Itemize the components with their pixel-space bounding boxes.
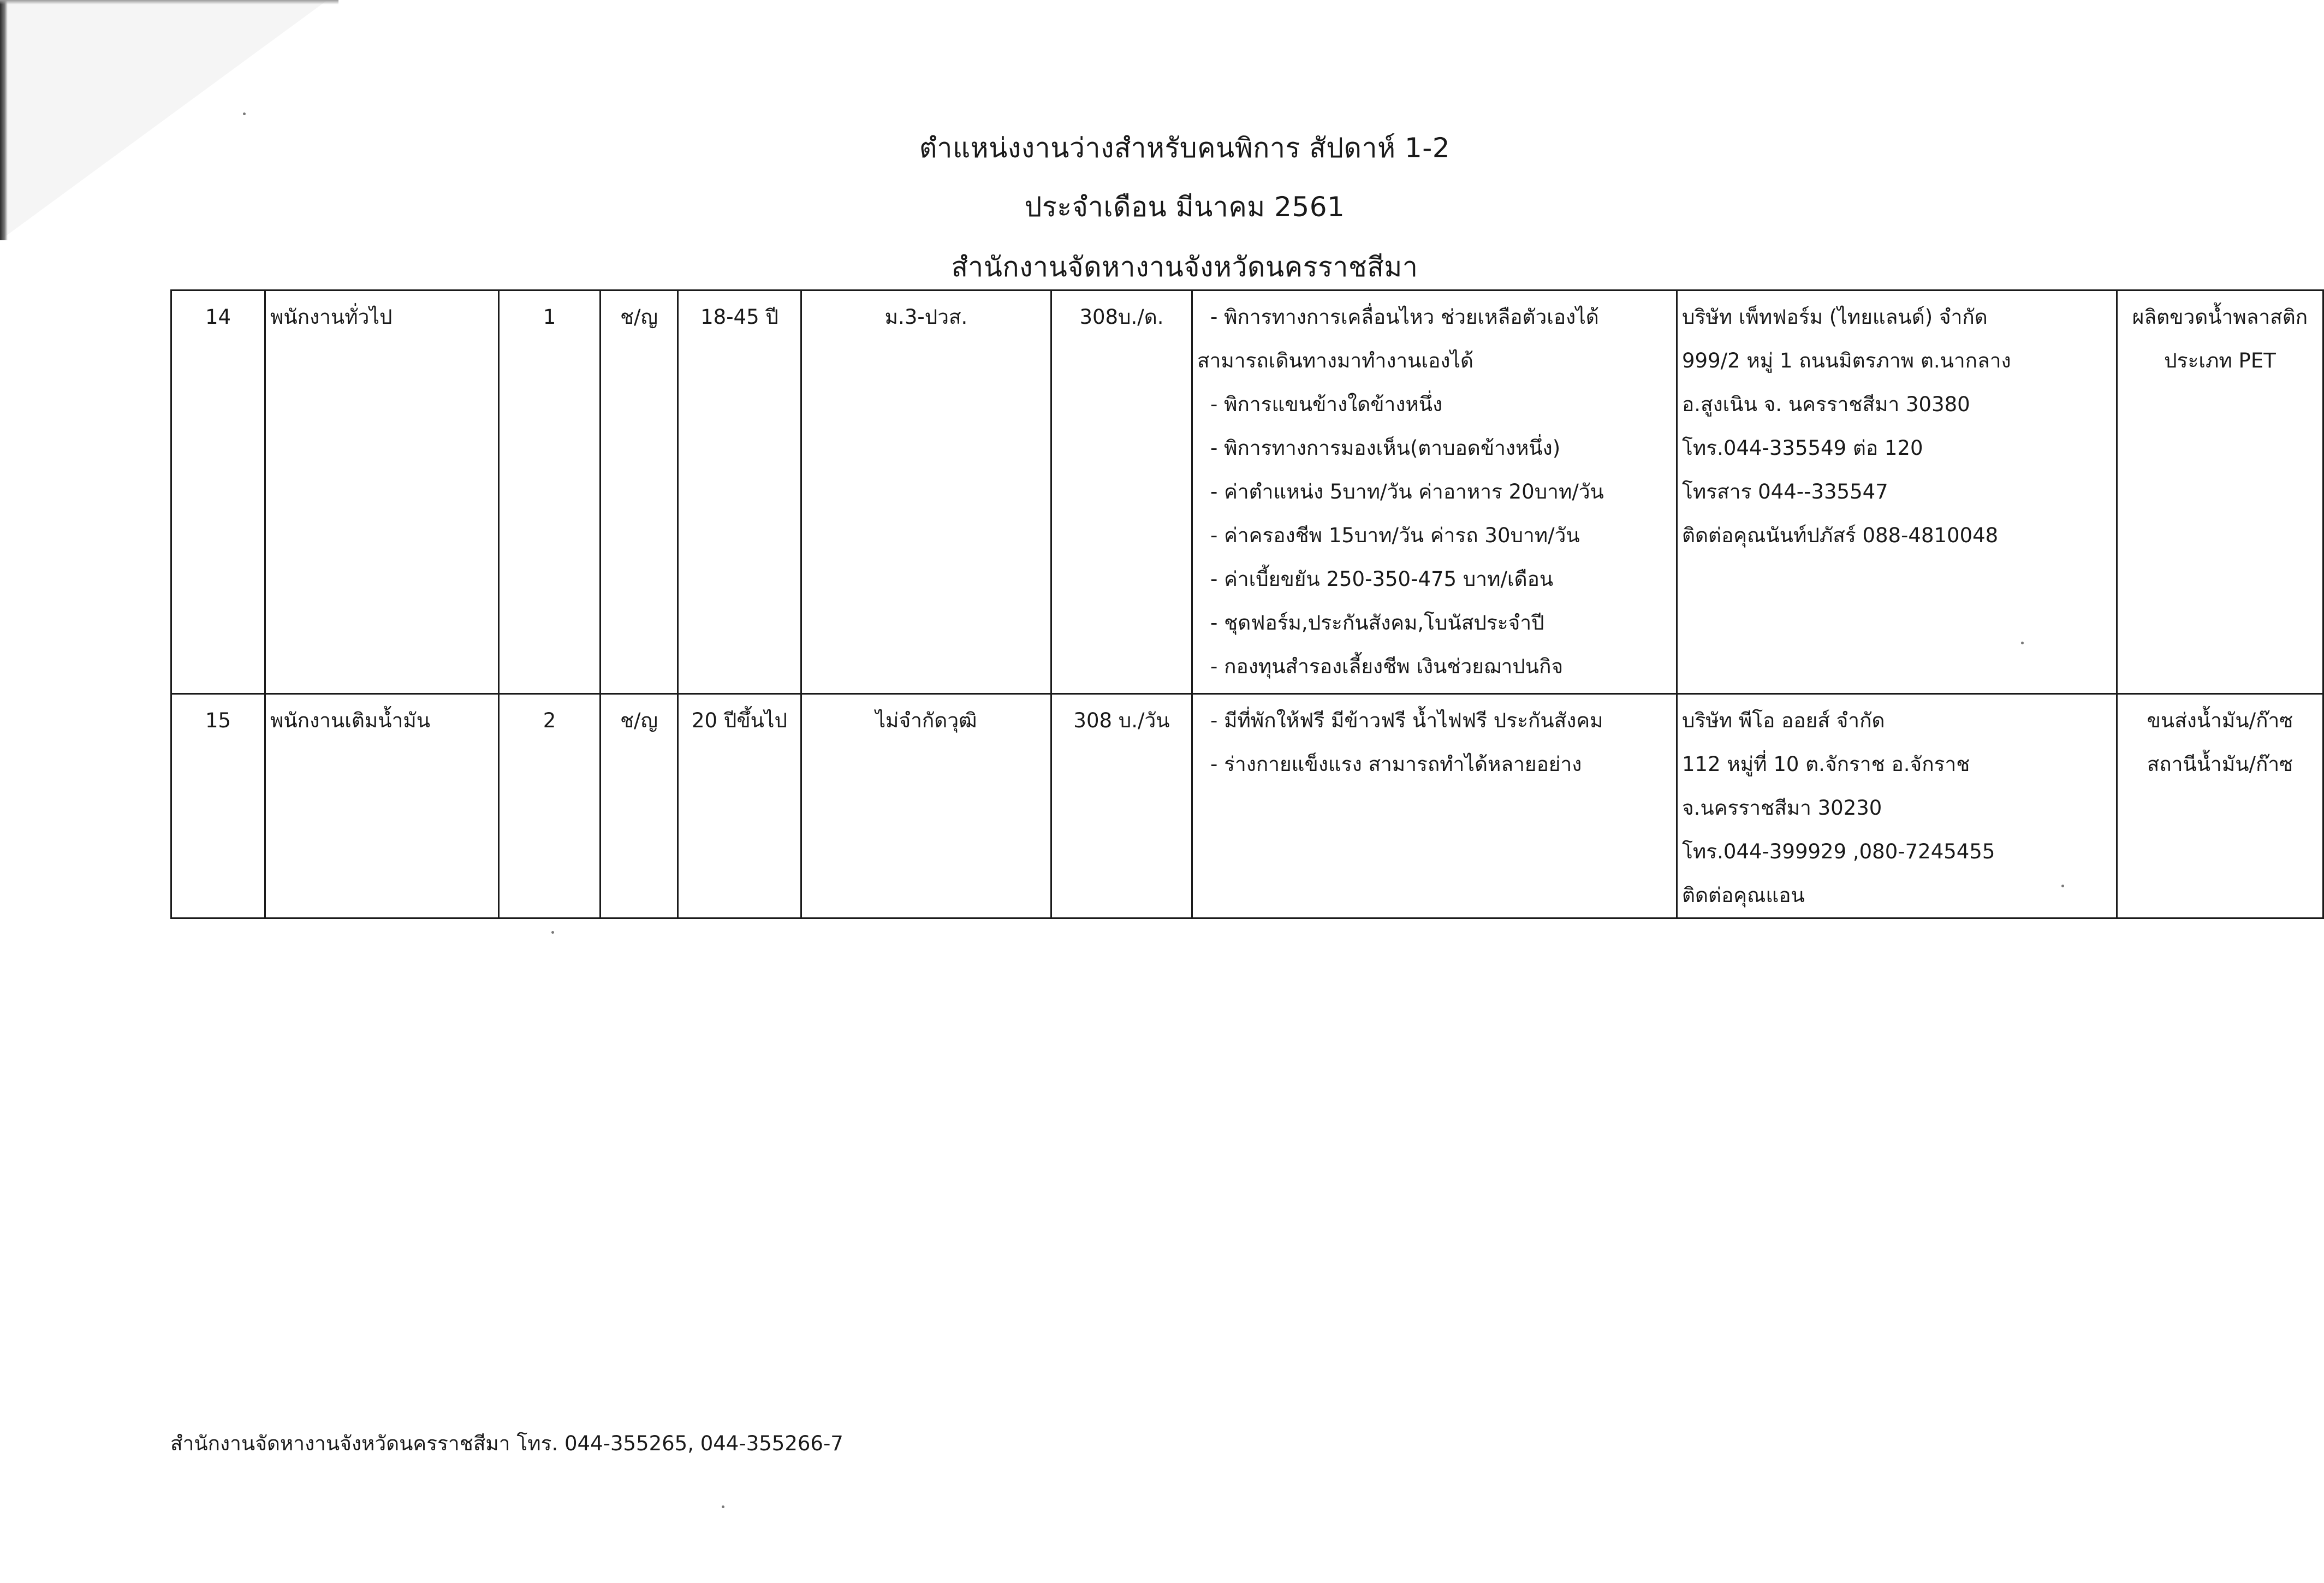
company-line: 112 หมู่ที่ 10 ต.จักราช อ.จักราช <box>1682 752 1970 776</box>
scan-edge <box>0 0 8 240</box>
job-vacancy-table <box>170 289 2324 919</box>
detail-line: สามารถเดินทางมาทำงานเองได้ <box>1197 349 1474 372</box>
detail-line: - พิการแขนข้างใดข้างหนึ่ง <box>1210 393 1443 416</box>
job-wage: 308บ./ด. <box>1051 290 1192 694</box>
scan-speck <box>243 112 246 115</box>
detail-line: - พิการทางการเคลื่อนไหว ช่วยเหลือตัวเองได้ <box>1210 305 1599 329</box>
scan-speck <box>722 1505 724 1508</box>
company-info <box>1677 694 2117 918</box>
company-line: ติดต่อคุณแอน <box>1682 884 1805 907</box>
job-education: ไม่จำกัดวุฒิ <box>801 694 1051 918</box>
business-line: ประเภท PET <box>2164 349 2276 372</box>
job-number: 15 <box>171 694 265 918</box>
scan-speck <box>2061 885 2064 887</box>
job-gender: ช/ญ <box>601 290 678 694</box>
business-line: ขนส่งน้ำมัน/ก๊าซ <box>2147 709 2293 732</box>
business-type <box>2117 694 2323 918</box>
job-count: 2 <box>499 694 601 918</box>
scan-speck <box>2021 642 2024 644</box>
table-row <box>171 694 2323 918</box>
job-count: 1 <box>499 290 601 694</box>
detail-line: - พิการทางการมองเห็น(ตาบอดข้างหนึ่ง) <box>1210 436 1561 460</box>
company-line: จ.นครราชสีมา 30230 <box>1682 796 1882 820</box>
job-wage: 308 บ./วัน <box>1051 694 1192 918</box>
scan-shadow <box>0 0 328 240</box>
business-line: ผลิตขวดน้ำพลาสติก <box>2132 305 2308 329</box>
footer-contact: สำนักงานจัดหางานจังหวัดนครราชสีมา โทร. 044-355265, 044-355266-7 <box>170 1432 843 1455</box>
detail-line: - ร่างกายแข็งแรง สามารถทำได้หลายอย่าง <box>1210 752 1582 776</box>
job-gender: ช/ญ <box>601 694 678 918</box>
job-age: 18-45 ปี <box>678 290 801 694</box>
detail-line: - ค่าครองชีพ 15บาท/วัน ค่ารถ 30บาท/วัน <box>1210 524 1580 547</box>
job-position: พนักงานทั่วไป <box>265 290 499 694</box>
job-education: ม.3-ปวส. <box>801 290 1051 694</box>
company-line: บริษัท พีโอ ออยส์ จำกัด <box>1682 709 1885 732</box>
job-number: 14 <box>171 290 265 694</box>
document-title: ตำแหน่งงานว่างสำหรับคนพิการ สัปดาห์ 1-2 <box>919 132 1451 164</box>
company-line: โทรสาร 044--335547 <box>1682 480 1888 503</box>
document-subtitle-month: ประจำเดือน มีนาคม 2561 <box>1024 191 1345 223</box>
company-line: โทร.044-335549 ต่อ 120 <box>1682 436 1923 460</box>
business-line: สถานีน้ำมัน/ก๊าซ <box>2147 752 2293 776</box>
scan-speck <box>551 931 554 934</box>
detail-line: - กองทุนสำรองเลี้ยงชีพ เงินช่วยฌาปนกิจ <box>1210 655 1564 678</box>
job-details <box>1192 290 1677 694</box>
job-position: พนักงานเติมน้ำมัน <box>265 694 499 918</box>
document-subtitle-office: สำนักงานจัดหางานจังหวัดนครราชสีมา <box>951 251 1418 283</box>
table-row <box>171 290 2323 694</box>
company-line: อ.สูงเนิน จ. นครราชสีมา 30380 <box>1682 393 1970 416</box>
company-line: โทร.044-399929 ,080-7245455 <box>1682 840 1995 863</box>
company-line: 999/2 หมู่ 1 ถนนมิตรภาพ ต.นากลาง <box>1682 349 2011 372</box>
company-info <box>1677 290 2117 694</box>
business-type <box>2117 290 2323 694</box>
detail-line: - ชุดฟอร์ม,ประกันสังคม,โบนัสประจำปี <box>1210 611 1544 635</box>
company-line: ติดต่อคุณนันท์ปภัสร์ 088-4810048 <box>1682 524 1999 547</box>
scan-edge-top <box>0 0 338 4</box>
detail-line: - ค่าเบี้ยขยัน 250-350-475 บาท/เดือน <box>1210 567 1554 591</box>
job-age: 20 ปีขึ้นไป <box>678 694 801 918</box>
company-line: บริษัท เพ็ทฟอร์ม (ไทยแลนด์) จำกัด <box>1682 305 1988 329</box>
detail-line: - ค่าตำแหน่ง 5บาท/วัน ค่าอาหาร 20บาท/วัน <box>1210 480 1604 503</box>
job-details <box>1192 694 1677 918</box>
detail-line: - มีที่พักให้ฟรี มีข้าวฟรี น้ำไฟฟรี ประกันสังคม <box>1210 709 1603 732</box>
